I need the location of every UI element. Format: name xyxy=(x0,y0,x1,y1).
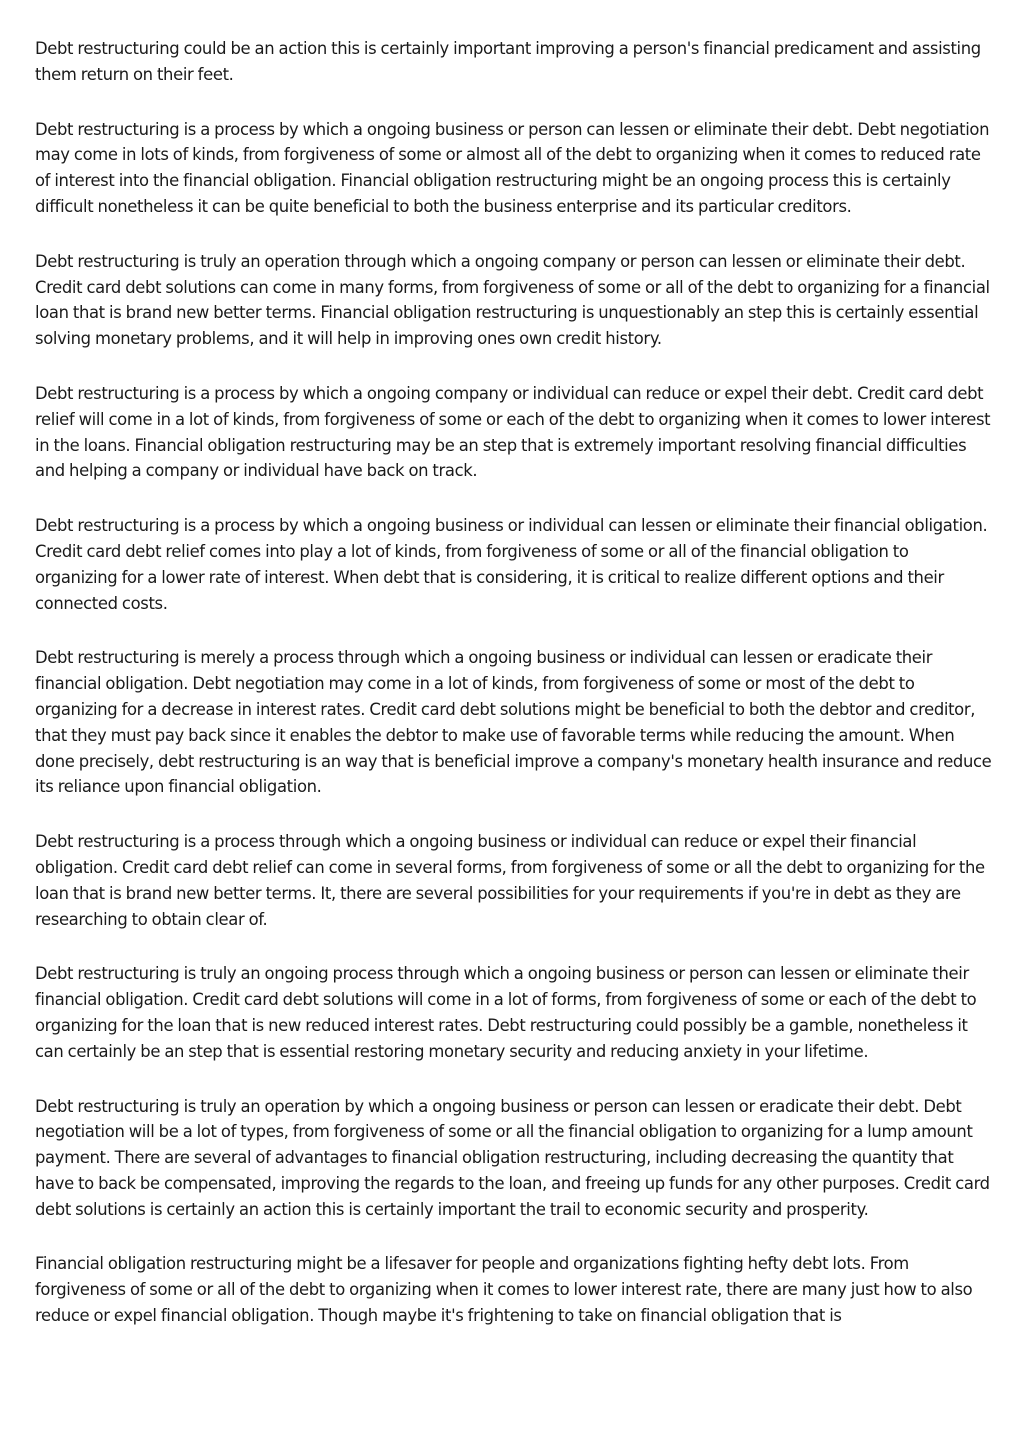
paragraph-9: Debt restructuring is truly an operation by which a ongoing business or person can lessen or eradicate their debt. Debt negotiation will be a lot of types, from forgiveness of some or all the financial obligation to organizing for a lump amount payment. There are several of advantages to financial obligation restructuring, including decreasing the quantity that have to back be compensated, improving the regards to the loan, and freeing up funds for any other purposes. Credit card debt solutions is certainly an action this is certainly important the trail to economic security and prosperity. xyxy=(35,1096,990,1219)
paragraph-3: Debt restructuring is truly an operation through which a ongoing company or person can lessen or eliminate their debt. Credit card debt solutions can come in many forms, from forgiveness of some or all of the debt to organizing for a financial loan that is brand new better terms. Financial obligation restructuring is unquestionably an step this is certainly essential solving monetary problems, and it will help in improving ones own credit history. xyxy=(35,251,990,349)
paragraph-10: Financial obligation restructuring might be a lifesaver for people and organizations fighting hefty debt lots. From forgiveness of some or all of the debt to organizing when it comes to lower interest rate, there are many just how to also reduce or expel financial obligation. Though maybe it's frightening to take on financial obligation that is xyxy=(35,1254,973,1326)
paragraph-4: Debt restructuring is a process by which a ongoing company or individual can reduce or expel their debt. Credit card debt relief will come in a lot of kinds, from forgiveness of some or each of the debt to organizing when it comes to lower interest in the loans. Financial obligation restructuring may be an step that is extremely important resolving financial difficulties and helping a company or individual have back on track. xyxy=(35,383,991,481)
paragraph-2: Debt restructuring is a process by which a ongoing business or person can lessen or eliminate their debt. Debt negotiation may come in lots of kinds, from forgiveness of some or almost all of the debt to organizing when it comes to reduced rate of interest into the financial obligation. Financial obligation restructuring might be an ongoing process this is certainly difficult nonetheless it can be quite beneficial to both the business enterprise and its particular creditors. xyxy=(35,119,990,216)
paragraph-8: Debt restructuring is truly an ongoing process through which a ongoing business or person can lessen or eliminate their financial obligation. Credit card debt solutions will come in a lot of forms, from forgiveness of some or each of the debt to organizing for the loan that is new reduced interest rates. Debt restructuring could possibly be a gamble, nonetheless it can certainly be an step that is essential restoring monetary security and reducing anxiety in your lifetime. xyxy=(35,964,977,1061)
paragraph-6: Debt restructuring is merely a process through which a ongoing business or individual can lessen or eradicate their financial obligation. Debt negotiation may come in a lot of kinds, from forgiveness of some or most of the debt to organizing for a decrease in interest rates. Credit card debt solutions might be beneficial to both the debtor and creditor, that they must pay back since it enables the debtor to make use of favorable terms while reducing the amount. When done precisely, debt restructuring is an way that is beneficial improve a company's monetary health insurance and reduce its reliance upon financial obligation. xyxy=(35,648,992,797)
paragraph-5: Debt restructuring is a process by which a ongoing business or individual can lessen or eliminate their financial obligation. Credit card debt relief comes into play a lot of kinds, from forgiveness of some or all of the financial obligation to organizing for a lower rate of interest. When debt that is considering, it is critical to realize different options and their connected costs. xyxy=(35,516,988,613)
document-body xyxy=(35,36,993,1358)
paragraph-7: Debt restructuring is a process through which a ongoing business or individual can reduce or expel their financial obligation. Credit card debt relief can come in several forms, from forgiveness of some or all the debt to organizing for the loan that is brand new better terms. It, there are several possibilities for your requirements if you're in debt as they are researching to obtain clear of. xyxy=(35,832,985,929)
paragraph-1: Debt restructuring could be an action this is certainly important improving a person's financial predicament and assisting them return on their feet. xyxy=(35,39,981,84)
